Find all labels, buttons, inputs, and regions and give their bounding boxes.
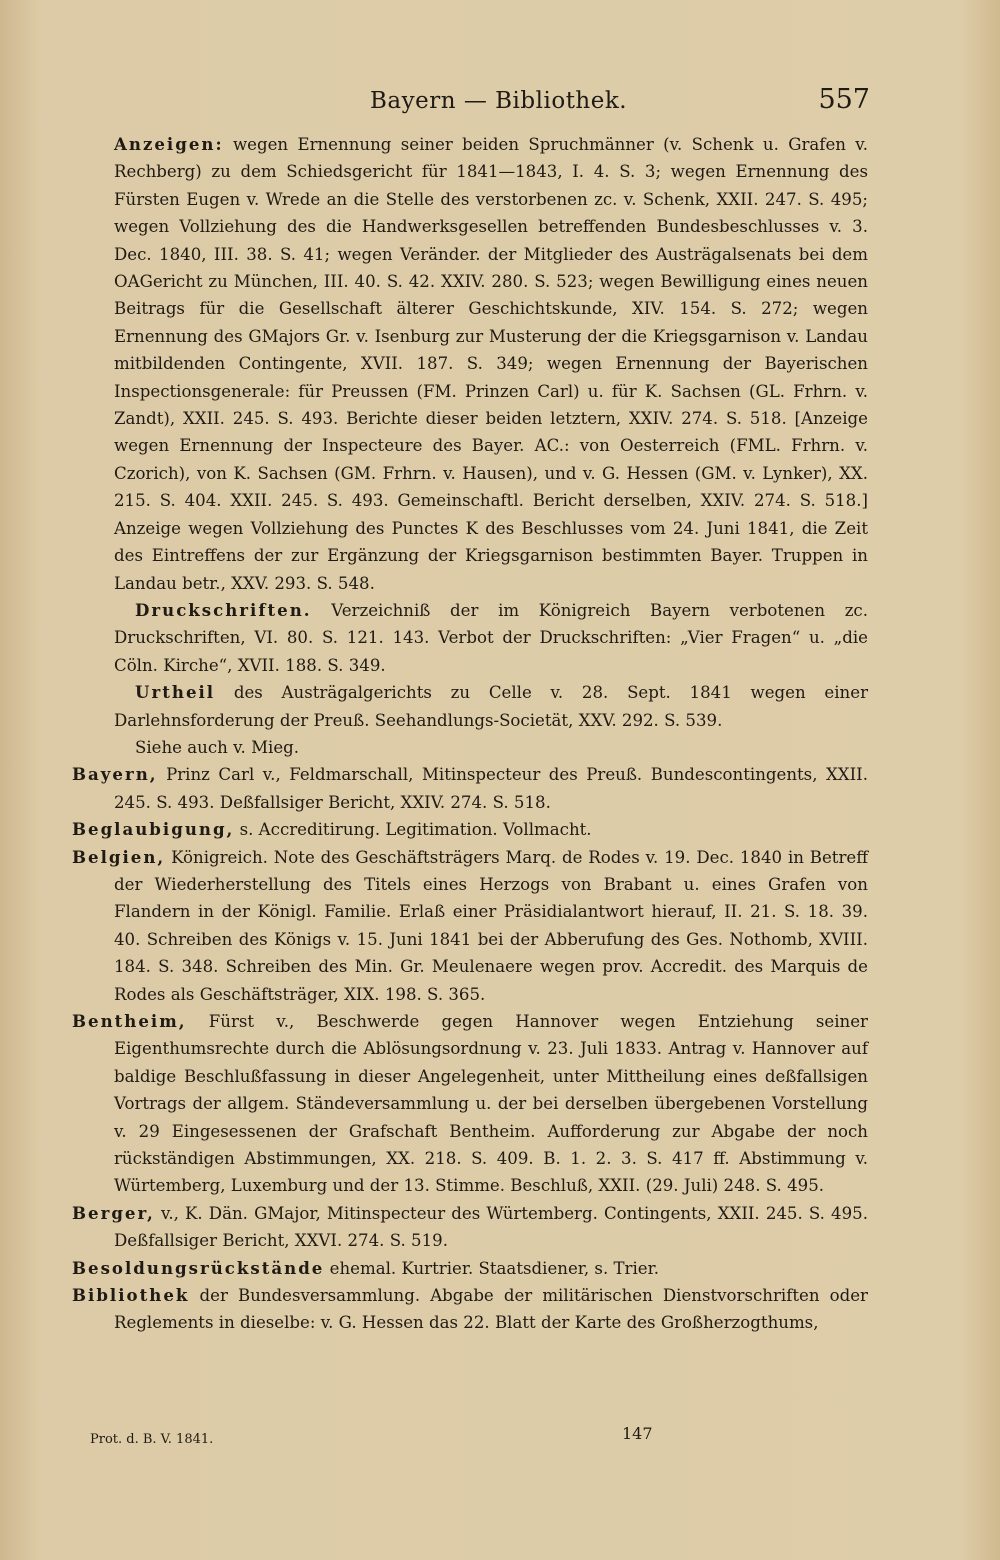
page-footer: [90, 1424, 653, 1454]
printer-signature: Prot. d. B. V. 1841.: [90, 1432, 214, 1447]
entry-headword: Beglaubigung,: [72, 819, 235, 840]
subentry-text: wegen Ernennung seiner beiden Spruchmänner (v. Schenk u. Grafen v. Rechberg) zu dem Schiedsgericht für 1841—1843, I. 4. S. 3; wegen Ernennung des Fürsten Eugen v. Wrede an die Stelle des verstorbenen zc. v. Schenk, XXII. 247. S. 495; wegen Vollziehung des die Handwerksgesellen betreffenden Bundesbeschlusses v. 3. Dec. 1840, III. 38. S. 41; wegen Veränder. der Mitglieder des Austrägalsenats bei dem OAGericht zu München, III. 40. S. 42. XXIV. 280. S. 523; wegen Bewilligung eines neuen Beitrags für die Gesellschaft älterer Geschichtskunde, XIV. 154. S. 272; wegen Ernennung des GMajors Gr. v. Isenburg zur Musterung der die Kriegsgarnison v. Landau mitbildenden Contingente, XVII. 187. S. 349; wegen Ernennung der Bayerischen Inspectionsgenerale: für Preussen (FM. Prinzen Carl) u. für K. Sachsen (GL. Frhrn. v. Zandt), XXII. 245. S. 493. Berichte dieser beiden letztern, XXIV. 274. S. 518. [Anzeige wegen Ernennung der Inspecteure des Bayer. AC.: von Oesterreich (FML. Frhrn. v. Czorich), von K. Sachsen (GM. Frhrn. v. Hausen), und v. G. Hessen (GM. v. Lynker), XX. 215. S. 404. XXII. 245. S. 493. Gemeinschaftl. Bericht derselben, XXIV. 274. S. 518.] Anzeige wegen Vollziehung des Punctes K des Beschlusses vom 24. Juni 1841, die Zeit des Eintreffens der zur Ergänzung der Kriegsgarnison bestimmten Bayer. Truppen in Landau betr., XXV. 293. S. 548.: [114, 135, 868, 593]
index-entry: [72, 1008, 868, 1200]
index-entry: [72, 761, 868, 816]
cross-reference: [72, 734, 868, 761]
entry-headword: Berger,: [72, 1202, 155, 1223]
entry-text: v., K. Dän. GMajor, Mitinspecteur des Würtemberg. Contingents, XXII. 245. S. 495. Deßfallsiger Bericht, XXVI. 274. S. 519.: [114, 1203, 868, 1251]
index-subentry: [72, 131, 868, 597]
page-header: [70, 84, 870, 124]
entry-headword: Bayern,: [72, 764, 158, 785]
index-entry: [72, 1282, 868, 1337]
index-entry: [72, 844, 868, 1008]
sheet-number: 147: [622, 1424, 653, 1443]
entry-text: der Bundesversammlung. Abgabe der militärischen Dienstvorschriften oder Reglements in dieselbe: v. G. Hessen das 22. Blatt der Karte des Großherzogthums,: [114, 1286, 868, 1333]
index-body: [72, 131, 868, 1337]
subentry-heading: Anzeigen:: [114, 134, 224, 154]
subentry-heading: Druckschriften.: [135, 599, 312, 620]
entry-headword: Bentheim,: [72, 1011, 187, 1031]
index-entry: [72, 816, 868, 843]
entry-text: s. Accreditirung. Legitimation. Vollmacht.: [239, 820, 592, 840]
entry-text: Fürst v., Beschwerde gegen Hannover wegen Entziehung seiner Eigenthumsrechte durch die Ablösungsordnung v. 23. Juli 1833. Antrag v. Hannover auf baldige Beschlußfassung in dieser Angelegenheit, unter Mittheilung eines deßfallsigen Vortrags der allgem. Ständeversammlung u. der bei derselben übergebenen Vorstellung v. 29 Eingesessenen der Grafschaft Bentheim. Aufforderung zur Abgabe der noch rückständigen Abstimmungen, XX. 218. S. 409. B. 1. 2. 3. S. 417 ff. Abstimmung v. Würtemberg, Luxemburg und der 13. Stimme. Beschluß, XXII. (29. Juli) 248. S. 495.: [114, 1012, 868, 1196]
running-title: Bayern — Bibliothek.: [370, 88, 628, 114]
page-number: 557: [818, 84, 870, 115]
subentry-text: Verzeichniß der im Königreich Bayern verbotenen zc. Druckschriften, VI. 80. S. 121. 143. Verbot der Druckschriften: „Vier Fragen“ u. „die Cöln. Kirche“, XVII. 188. S. 349.: [114, 600, 869, 675]
entry-text: Königreich. Note des Geschäftsträgers Marq. de Rodes v. 19. Dec. 1840 in Betreff der Wiederherstellung des Titels eines Herzogs von Brabant u. eines Grafen von Flandern in der Königl. Familie. Erlaß einer Präsidialantwort hierauf, II. 21. S. 18. 39. 40. Schreiben des Königs v. 15. Juni 1841 bei der Abberufung des Ges. Nothomb, XVIII. 184. S. 348. Schreiben des Min. Gr. Meulenaere wegen prov. Accredit. des Marquis de Rodes als Geschäftsträger, XIX. 198. S. 365.: [114, 847, 869, 1004]
index-subentry: [72, 597, 868, 679]
index-subentry: [72, 679, 868, 734]
cross-reference-text: Siehe auch v. Mieg.: [135, 737, 300, 757]
entry-text: Prinz Carl v., Feldmarschall, Mitinspecteur des Preuß. Bundescontingents, XXII. 245. S. 493. Deßfallsiger Bericht, XXIV. 274. S. 518.: [114, 765, 868, 812]
subentry-text: des Austrägalgerichts zu Celle v. 28. Sept. 1841 wegen einer Darlehnsforderung der Preuß. Seehandlungs-Societät, XXV. 292. S. 539.: [114, 683, 868, 730]
index-entry: [72, 1255, 868, 1282]
entry-text: ehemal. Kurtrier. Staatsdiener, s. Trier.: [329, 1258, 660, 1278]
entry-headword: Besoldungsrückstände: [72, 1257, 325, 1278]
subentry-heading: Urtheil: [135, 682, 216, 703]
entry-headword: Belgien,: [72, 846, 166, 867]
entry-headword: Bibliothek: [72, 1285, 190, 1306]
index-entry: [72, 1200, 868, 1255]
